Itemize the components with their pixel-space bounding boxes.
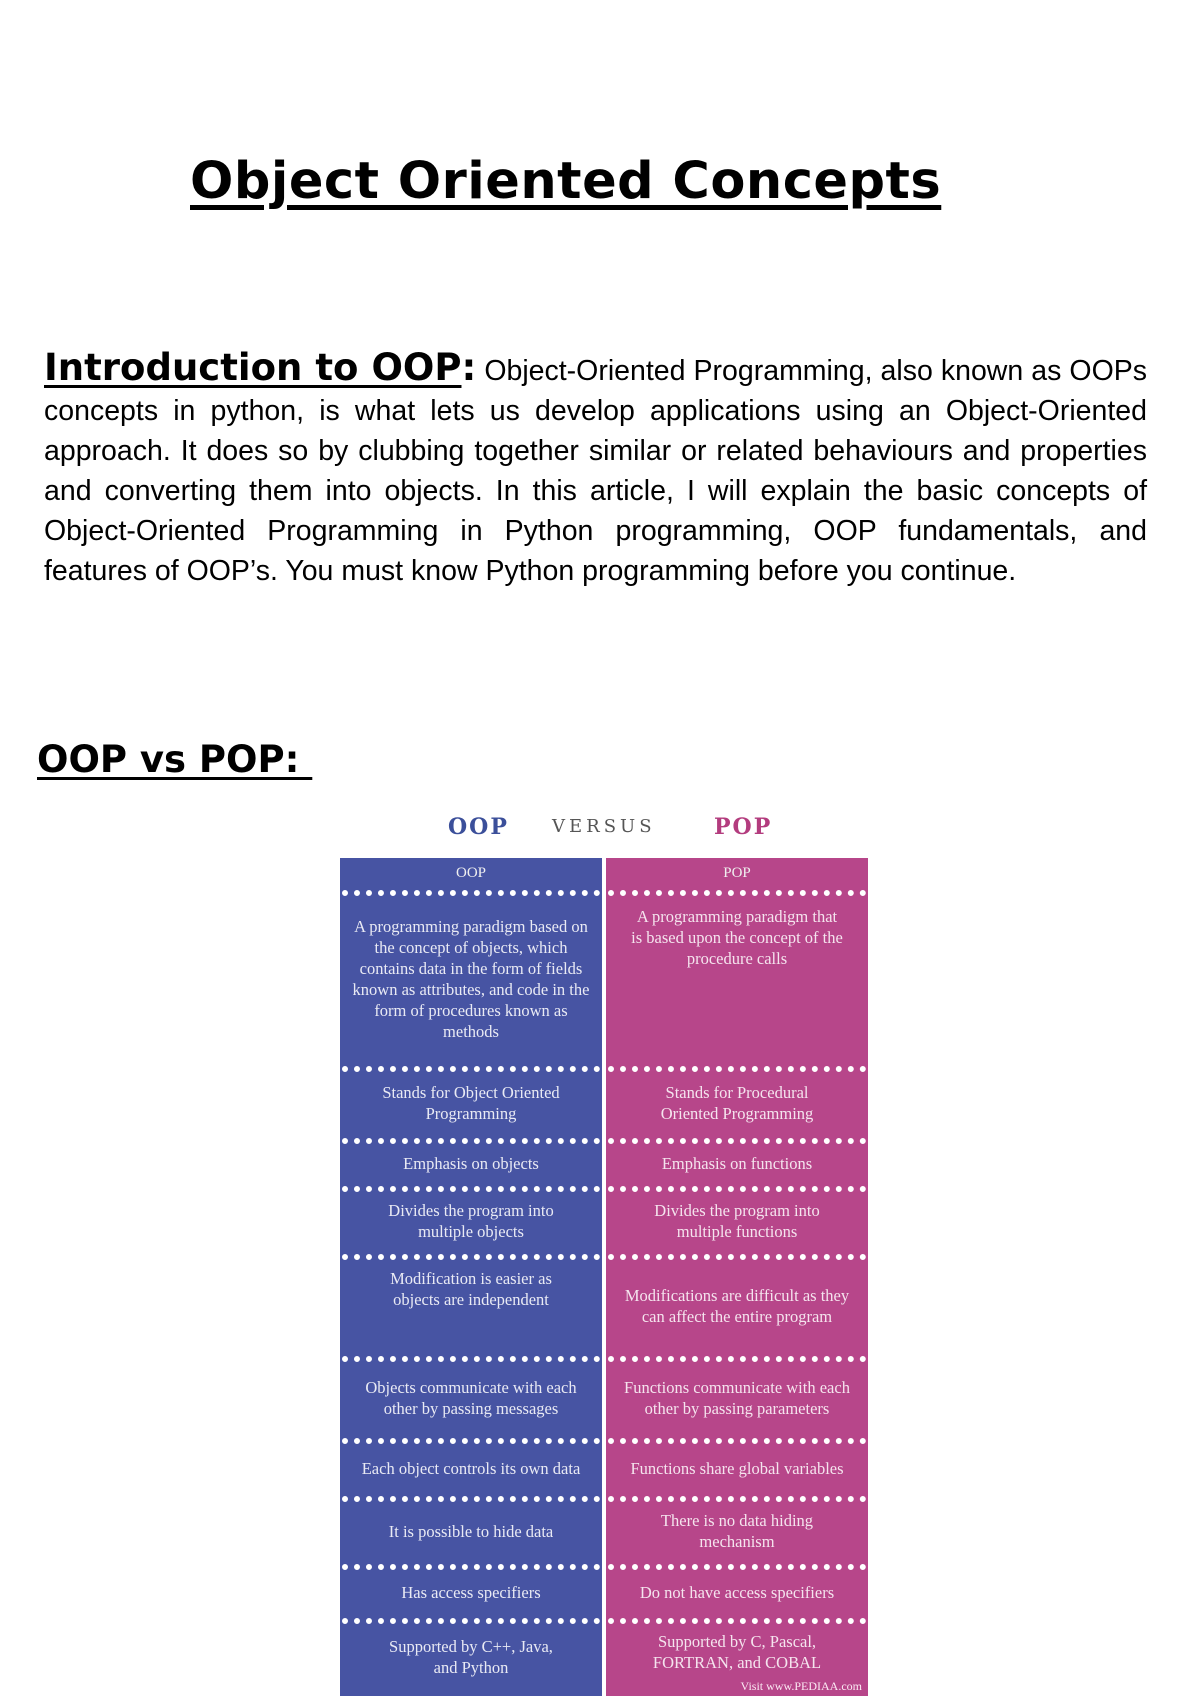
intro-heading: Introduction to OOP <box>44 346 462 389</box>
header-pop-label: POP <box>714 814 773 840</box>
pop-row-divides: Divides the program into multiple functions <box>654 1201 820 1241</box>
oop-column <box>340 858 602 1696</box>
oop-row-data-hiding: It is possible to hide data <box>388 1521 554 1541</box>
infographic-header <box>340 808 868 856</box>
page-title: Object Oriented Concepts <box>190 152 942 211</box>
pop-row-languages: Supported by C, Pascal, FORTRAN, and COBAL <box>652 1632 822 1672</box>
pop-column-label: POP <box>723 864 751 881</box>
source-credit: Visit www.PEDIAA.com <box>740 1679 862 1693</box>
oop-row-modification: Modification is easier as objects are independent <box>390 1269 552 1309</box>
oop-vs-pop-infographic <box>340 808 868 1696</box>
intro-paragraph <box>44 348 1147 591</box>
pop-row-emphasis: Emphasis on functions <box>661 1153 813 1173</box>
pop-row-stands-for: Stands for Procedural Oriented Programming <box>660 1083 814 1123</box>
oop-row-languages: Supported by C++, Java, and Python <box>389 1637 553 1677</box>
header-versus-label: VERSUS <box>552 816 656 837</box>
section-title-oop-vs-pop: OOP vs POP: <box>37 738 313 781</box>
oop-row-communication: Objects communicate with each other by passing messages <box>365 1378 577 1418</box>
pop-row-definition: A programming paradigm that is based upon the concept of the procedure calls <box>631 907 843 968</box>
pop-row-data-hiding: There is no data hiding mechanism <box>660 1511 814 1551</box>
intro-heading-colon: : <box>461 346 477 389</box>
oop-column-label: OOP <box>455 864 486 881</box>
intro-text: Object-Oriented Programming, also known as OOPs concepts in python, is what lets us develop applications using an Object-Oriented approach. It does so by clubbing together similar or related behaviours and properties and converting them into objects. In this article, I will explain the basic concepts of Object-Oriented Programming in Python programming, OOP fundamentals, and features of OOP’s. You must know Python programming before you continue. <box>44 355 1147 587</box>
oop-row-stands-for: Stands for Object Oriented Programming <box>382 1083 560 1123</box>
pop-row-access-specifiers: Do not have access specifiers <box>639 1582 835 1602</box>
oop-row-divides: Divides the program into multiple objects <box>388 1201 554 1241</box>
header-oop-label: OOP <box>448 814 509 840</box>
pop-column <box>606 858 868 1696</box>
pop-row-global-variables: Functions share global variables <box>630 1458 844 1478</box>
oop-row-emphasis: Emphasis on objects <box>403 1153 539 1173</box>
pop-row-modification: Modifications are difficult as they can affect the entire program <box>624 1286 850 1326</box>
pop-row-communication: Functions communicate with each other by passing parameters <box>624 1378 850 1418</box>
oop-row-data-control: Each object controls its own data <box>361 1458 581 1478</box>
oop-row-access-specifiers: Has access specifiers <box>401 1582 541 1602</box>
oop-row-definition: A programming paradigm based on the concept of objects, which contains data in the form of fields known as attributes, and code in the form of procedures known as methods <box>352 917 590 1041</box>
